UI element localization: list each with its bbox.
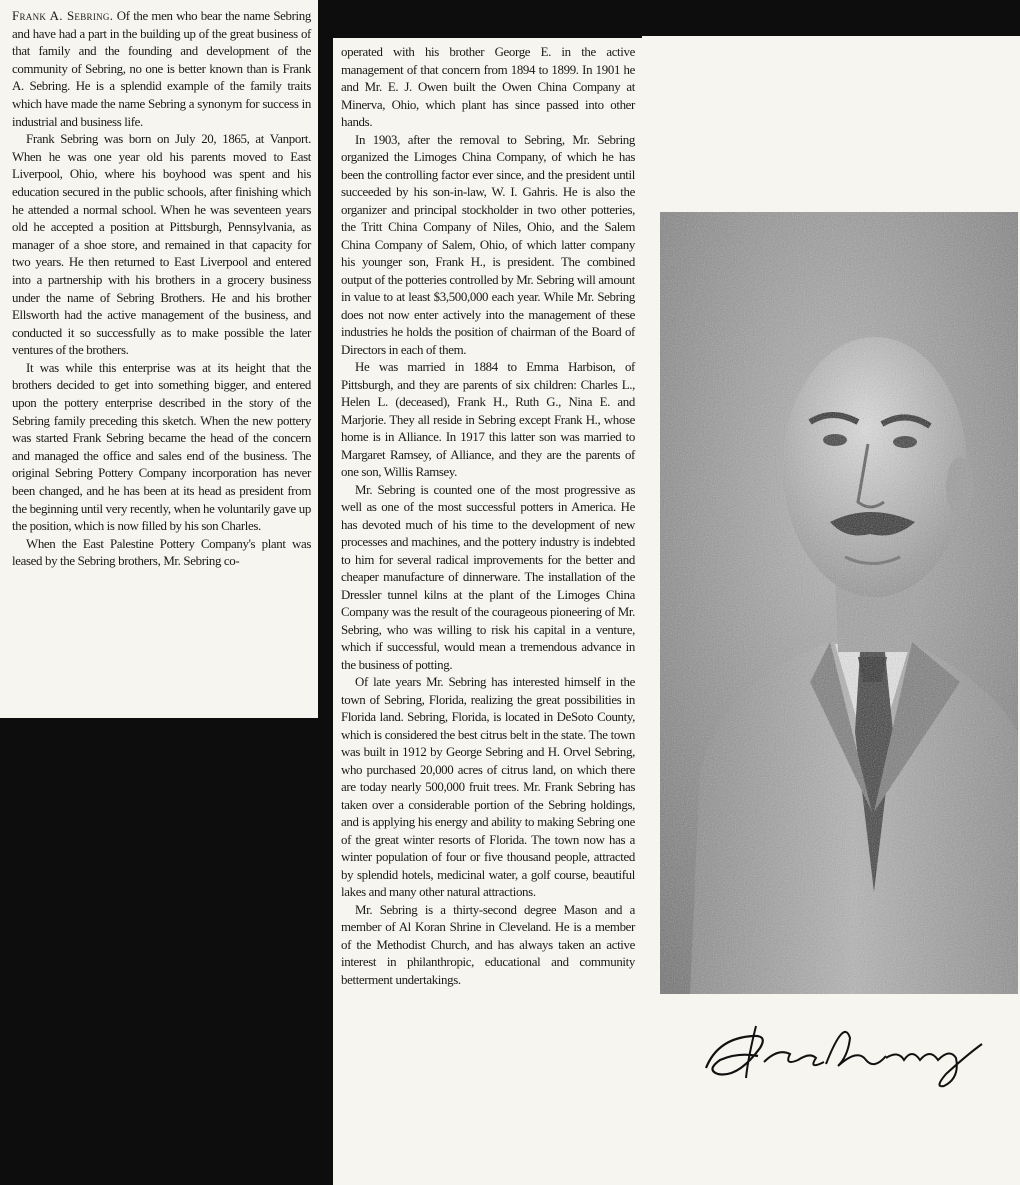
paragraph-mason: Mr. Sebring is a thirty-second degree Mason and a member of Al Koran Shrine in Cleveland. He is a member of the Methodist Church, and has always taken an active interest in philanthropic, educational and community betterment undertakings. bbox=[341, 902, 635, 987]
paragraph-progressive: Mr. Sebring is counted one of the most progressive as well as one of the most successful potters in America. He has devoted much of his time to the development of new processes and machines, and the pottery industry is indebted to him for several radical improvements for the better and cheaper manufacture of dinnerware. The installation of the Dressler tunnel kilns at the plant of the Limoges China Company was the result of the courageous pioneering of Mr. Sebring, who was willing to risk his capital in a venture, which if successful, would mean a tremendous advance in the business of potting. bbox=[341, 482, 635, 672]
paragraph-limoges: In 1903, after the removal to Sebring, Mr. Sebring organized the Limoges China Company, of which he has been the controlling factor ever since, and the president until succeeded by his son-in-law, W. I. Gahris. He is also the organizer and principal stockholder in two other potteries, the Tritt China Company of Niles, Ohio, and the Salem China Company of Salem, Ohio, of which latter company his younger son, Frank H., is president. The combined output of the potteries controlled by Mr. Sebring will amount in value to at least $3,500,000 each year. While Mr. Sebring does not now enter actively into the management of these industries he holds the position of chairman of the Board of Directors in each of them. bbox=[341, 132, 635, 357]
paragraph-florida: Of late years Mr. Sebring has interested himself in the town of Sebring, Florida, realizing the great possibilities in Florida land. Sebring, Florida, is located in DeSoto County, which is considered the best citrus belt in the state. The town was built in 1912 by George Sebring and H. Orvel Sebring, who purchased 20,000 acres of citrus land, on which there are today nearly 500,000 fruit trees. Mr. Frank Sebring has taken over a considerable portion of the Sebring holdings, and is applying his energy and ability to making Sebring one of the great winter resorts of Florida. The town now has a winter population of four or five thousand people, attracted by splendid hotels, medicinal water, a golf course, beautiful lakes and many other natural attractions. bbox=[341, 675, 635, 899]
signature-icon bbox=[698, 1008, 990, 1092]
paragraph-family: He was married in 1884 to Emma Harbison, of Pittsburgh, and they are parents of six children: Charles L., Helen L. (deceased), Frank H., Ruth G., Nina E. and Marjorie. They all reside in Sebring except Frank H., whose home is in Alliance. In 1917 this latter son was married to Margaret Ramsey, of Alliance, and they are the parents of one son, Willis Ramsey. bbox=[341, 360, 635, 479]
paragraph-owen-china: operated with his brother George E. in the active management of that concern from 1894 to 1899. In 1901 he and Mr. E. J. Owen built the Owen China Company at Minerva, Ohio, which plant has since passed into other hands. bbox=[341, 45, 635, 129]
paragraph-intro bbox=[12, 8, 311, 131]
article-column-middle bbox=[333, 38, 642, 1185]
intro-text: Of the men who bear the name Sebring and have had a part in the building up of the great business of that family and the founding and development of the community of Sebring, no one is better known than is Frank A. Sebring. He is a splendid example of the family traits which have made the name Sebring a synonym for success in industrial and business life. bbox=[12, 9, 311, 129]
paragraph-pottery: It was while this enterprise was at its height that the brothers decided to get into something bigger, and entered upon the pottery enterprise described in the story of the Sebring family preceding this sketch. When the new pottery was started Frank Sebring became the head of the concern and managed the office and sales end of the business. The original Sebring Pottery Company incorporation has never been changed, and he has been at its head as president from the beginning until very recently, when he voluntarily gave up the position, which is now filled by his son Charles. bbox=[12, 360, 311, 534]
paragraph-east-palestine: When the East Palestine Pottery Company's plant was leased by the Sebring brothers, Mr. Sebring co- bbox=[12, 536, 311, 569]
paragraph-birth: Frank Sebring was born on July 20, 1865, at Vanport. When he was one year old his parents moved to East Liverpool, Ohio, where his boyhood was spent and his education secured in the public schools, after finishing which he attended a normal school. When he was seventeen years old he accepted a position at Pittsburgh, Pennsylvania, as manager of a shoe store, and remained in that capacity for two years. He then returned to East Liverpool and entered into a partnership with his brothers in a grocery business under the name of Sebring Brothers. He and his brother Ellsworth had the active management of the business, and conducted it so successfully as to make possible the later ventures of the brothers. bbox=[12, 132, 311, 358]
lead-name: Frank A. Sebring. bbox=[12, 9, 114, 23]
portrait-photo-icon bbox=[660, 212, 1018, 994]
portrait-clipping bbox=[642, 36, 1020, 1185]
article-column-left bbox=[0, 0, 318, 718]
